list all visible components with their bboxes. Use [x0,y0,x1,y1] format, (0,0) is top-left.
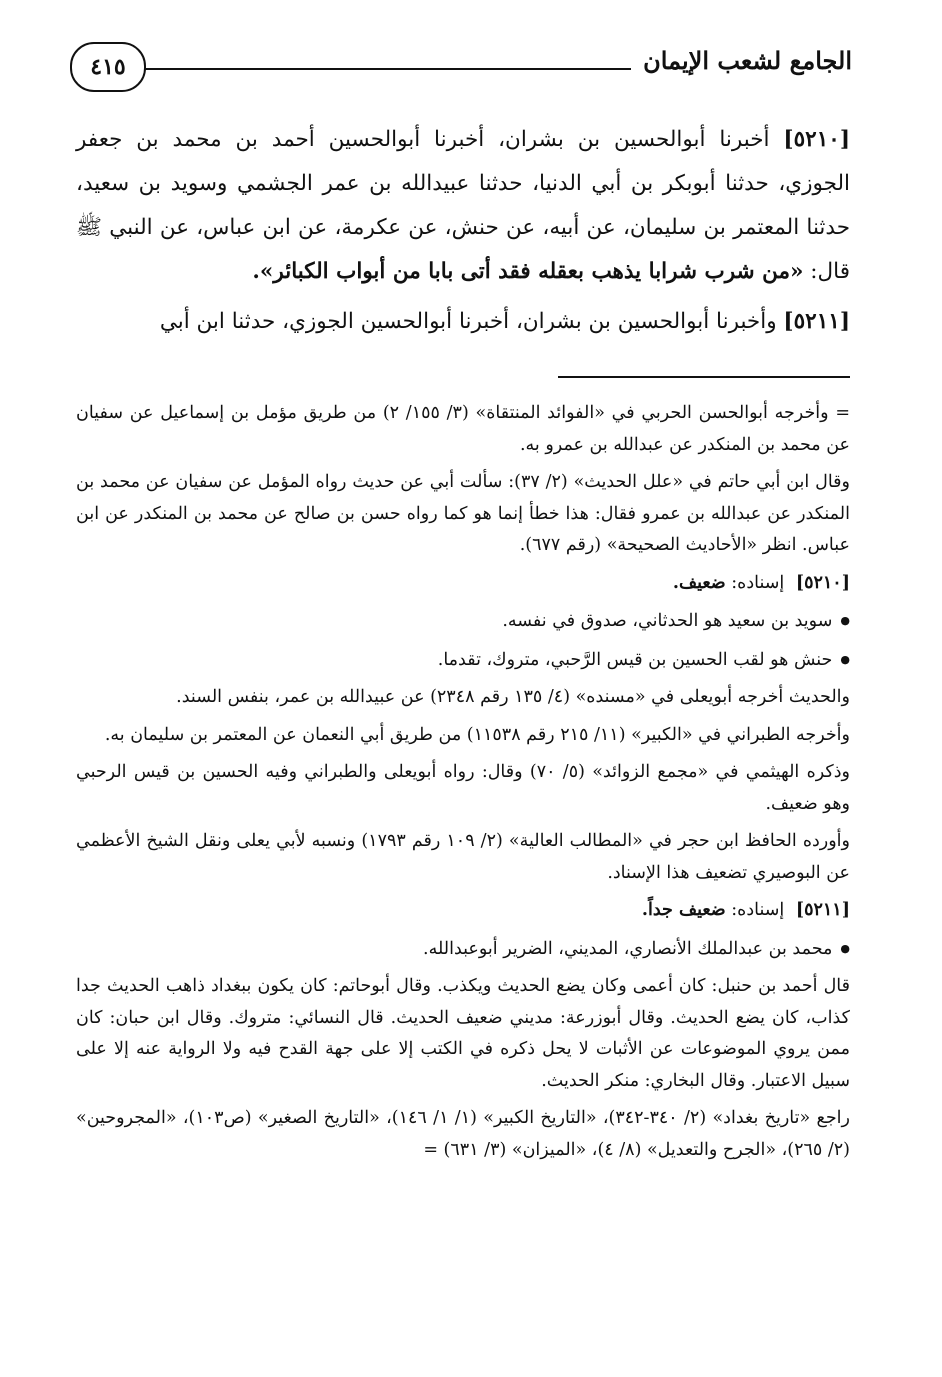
hadith-isnad: أخبرنا أبوالحسين بن بشران، أخبرنا أبوالحسين أحمد بن محمد بن جعفر الجوزي، حدثنا أبوبكر بن أبي الدنيا، حدثنا عبيدالله بن عمر الجشمي وسويد بن سعيد، حدثنا المعتمر بن سليمان، عن أبيه، عن حنش، عن عكرمة، عن ابن عباس، عن النبي ﷺ قال: [76,127,850,284]
hadith-5210 [76,118,850,294]
running-title: الجامع لشعب الإيمان [631,46,852,75]
page-number: ٤١٥ [70,42,146,92]
hadith-matn: «من شرب شرابا يذهب بعقله فقد أتى بابا من أبواب الكبائر». [252,259,804,284]
footnote-paragraph: قال أحمد بن حنبل: كان أعمى وكان يضع الحديث ويكذب. وقال أبوحاتم: كان يكون ببغداد ذاهب الحديث جدا كذاب، كان يضع الحديث. وقال أبوزرعة: مديني ضعيف الحديث. قال النسائي: متروك. وقال ابن حبان: كان ممن يروي الموضوعات عن الأثبات لا يحل ذكره في الكتب إلا على جهة القدح فيه ولا الرواية عنه إلا على سبيل الاعتبار. وقال البخاري: منكر الحديث. [76,976,850,1091]
footnote-label: إسناده: [731,900,785,920]
page-header [70,40,852,100]
footnote-paragraph: وأخرجه الطبراني في «الكبير» (١١/ ٢١٥ رقم ١١٥٣٨) من طريق أبي النعمان عن المعتمر بن سليمان به. [104,724,850,745]
hadith-number: [٥٢١٠] [783,127,850,152]
footnote-continuation: = وأخرجه أبوالحسن الحربي في «الفوائد المنتقاة» (٣/ ١٥٥/ ٢) من طريق مؤمل بن إسماعيل عن سفيان عن محمد بن المنكدر عن عبدالله بن عمرو به. [76,403,850,455]
footnote-grade: ضعيف جداً. [641,900,726,920]
footnote-paragraph: وأورده الحافظ ابن حجر في «المطالب العالية» (٢/ ١٠٩ رقم ١٧٩٣) ونسبه لأبي يعلى ونقل الشيخ الأعظمي عن البوصيري تضعيف هذا الإسناد. [76,831,850,883]
footnote-5210-heading [76,568,850,600]
main-text [76,118,850,350]
footnotes [76,398,850,1172]
hadith-number: [٥٢١١] [783,309,850,334]
footnote-number: [٥٢١٠] [795,572,850,593]
footnote-5211-heading [76,895,850,927]
footnote-label: إسناده: [731,572,785,593]
hadith-isnad: وأخبرنا أبوالحسين بن بشران، أخبرنا أبوالحسين الجوزي، حدثنا ابن أبي [159,309,777,334]
footnote-bullet: ● حنش هو لقب الحسين بن قيس الرَّحبي، متروك، تقدما. [76,644,850,677]
footnote-grade: ضعيف. [672,572,726,593]
footnote-number: [٥٢١١] [795,900,850,920]
footnote-bullet: ● سويد بن سعيد هو الحدثاني، صدوق في نفسه. [76,605,850,638]
footnote-paragraph: والحديث أخرجه أبويعلى في «مسنده» (٤/ ١٣٥ رقم ٢٣٤٨) عن عبيدالله بن عمر، بنفس السند. [176,687,850,707]
footnote-separator [558,376,850,378]
footnote-continuation: وقال ابن أبي حاتم في «علل الحديث» (٢/ ٣٧): سألت أبي عن حديث رواه المؤمل عن سفيان عن محمد بن المنكدر عن عبدالله بن عمرو فقال: هذا خطأ إنما هو كما رواه حسن بن صالح عن محمد بن المنكدر عن ابن عباس. انظر «الأحاديث الصحيحة» (رقم ٦٧٧). [76,472,850,555]
footnote-paragraph: راجع «تاريخ بغداد» (٢/ ٣٤٠-٣٤٢)، «التاريخ الكبير» (١/ ١/ ١٤٦)، «التاريخ الصغير» (ص١٠٣)، «المجروحين» (٢/ ٢٦٥)، «الجرح والتعديل» (٨/ ٤)، «الميزان» (٣/ ٦٣١) = [76,1108,850,1160]
footnote-paragraph: وذكره الهيثمي في «مجمع الزوائد» (٥/ ٧٠) وقال: رواه أبويعلى والطبراني وفيه الحسين بن قيس الرحبي وهو ضعيف. [76,762,850,814]
hadith-5211 [76,300,850,344]
footnote-bullet: ● محمد بن عبدالملك الأنصاري، المديني، الضرير أبوعبدالله. [76,933,850,966]
